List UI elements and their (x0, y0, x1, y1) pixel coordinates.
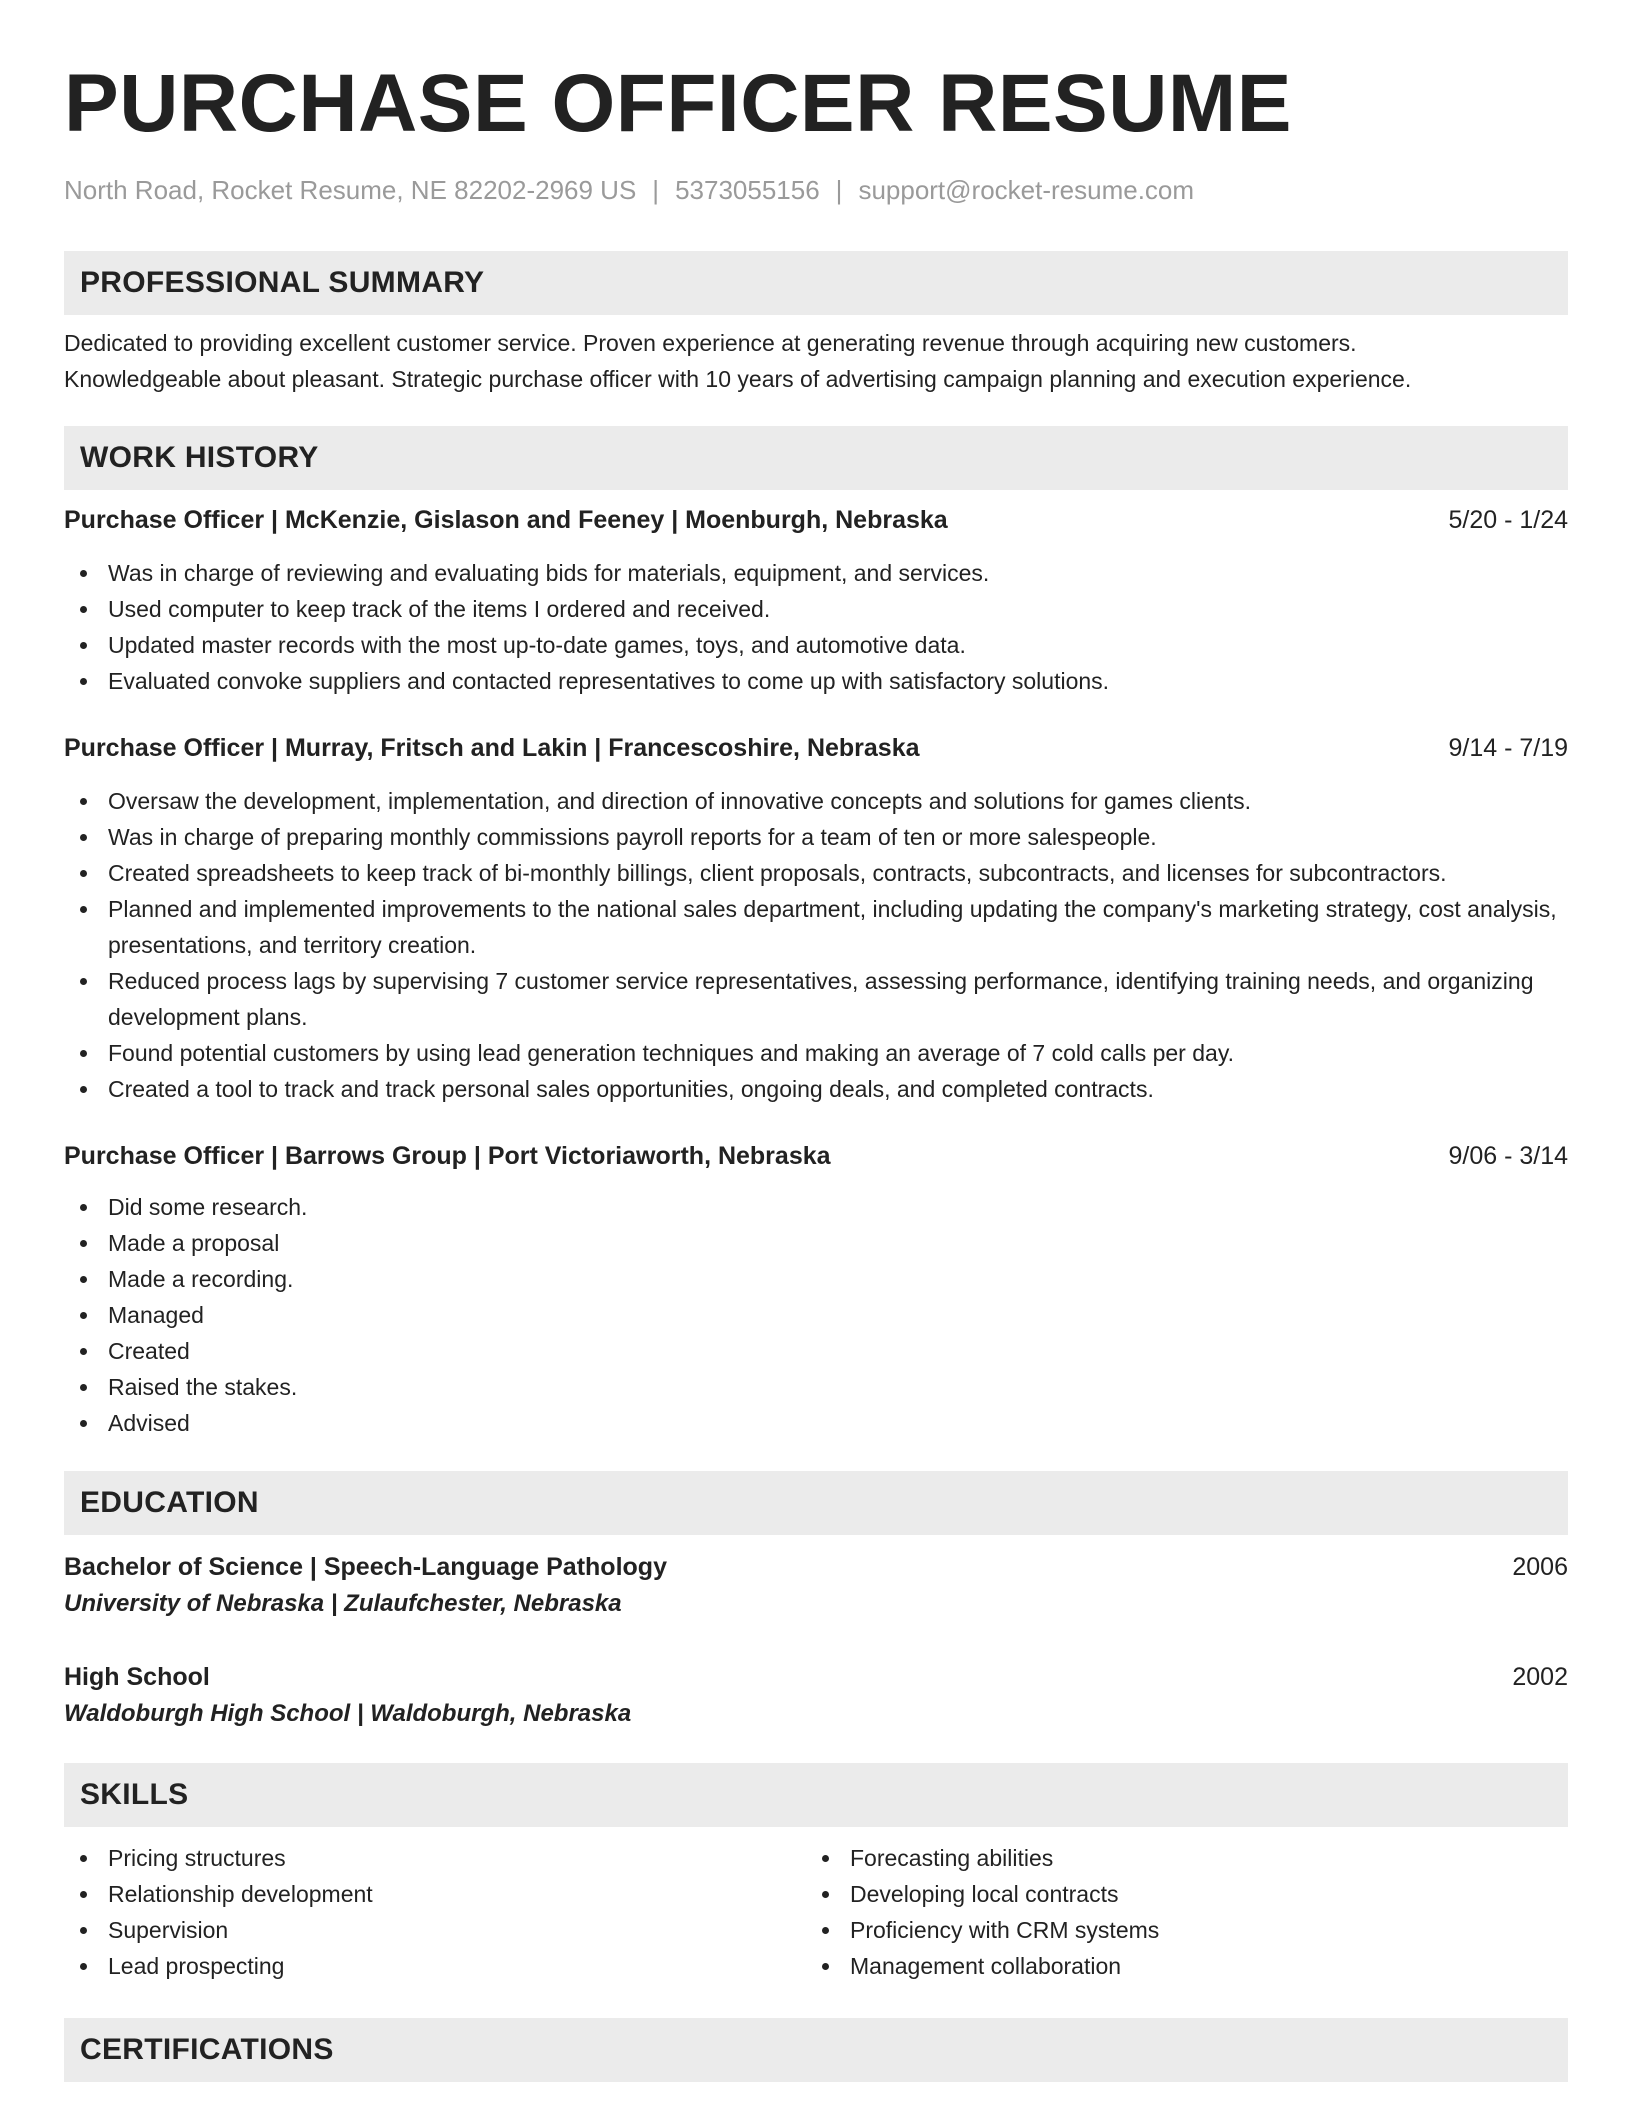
section-heading-certifications: CERTIFICATIONS (64, 2018, 1568, 2082)
job-bullet: Found potential customers by using lead generation techniques and making an average of 7 cold calls per day. (64, 1035, 1568, 1071)
job-bullet: Was in charge of preparing monthly commissions payroll reports for a team of ten or more salespeople. (64, 819, 1568, 855)
education-school: University of Nebraska | Zulaufchester, Nebraska (64, 1590, 622, 1617)
job-bullet: Created (64, 1333, 1568, 1369)
education-header (64, 1549, 1568, 1585)
job-entry (64, 1139, 1568, 1441)
job-header (64, 731, 1568, 765)
job-bullets (64, 1189, 1568, 1441)
summary-text (64, 325, 1568, 397)
skill-item: Proficiency with CRM systems (806, 1912, 1548, 1948)
section-heading-summary: PROFESSIONAL SUMMARY (64, 251, 1568, 315)
job-bullet: Used computer to keep track of the items I ordered and received. (64, 591, 1568, 627)
contact-email: support@rocket-resume.com (858, 175, 1195, 205)
job-title: Purchase Officer | Murray, Fritsch and Lakin | Francescoshire, Nebraska (64, 734, 920, 762)
skills-column-left (64, 1840, 806, 1984)
summary-line: Knowledgeable about pleasant. Strategic purchase officer with 10 years of advertising campaign planning and execution experience. (64, 366, 1412, 392)
education-degree: Bachelor of Science | Speech-Language Pathology (64, 1553, 667, 1581)
skill-item: Forecasting abilities (806, 1840, 1548, 1876)
skill-item: Relationship development (64, 1876, 806, 1912)
job-title: Purchase Officer | McKenzie, Gislason and Feeney | Moenburgh, Nebraska (64, 506, 948, 534)
job-title: Purchase Officer | Barrows Group | Port Victoriaworth, Nebraska (64, 1142, 831, 1170)
skill-item: Pricing structures (64, 1840, 806, 1876)
skills-column-right (806, 1840, 1548, 1984)
job-entry (64, 731, 1568, 1107)
job-bullet: Raised the stakes. (64, 1369, 1568, 1405)
job-bullet: Created a tool to track and track personal sales opportunities, ongoing deals, and completed contracts. (64, 1071, 1568, 1107)
section-heading-education: EDUCATION (64, 1471, 1568, 1535)
section-heading-work-history: WORK HISTORY (64, 426, 1568, 490)
job-bullet: Managed (64, 1297, 1568, 1333)
education-entry (64, 1659, 1568, 1733)
contact-line (64, 173, 1568, 207)
contact-separator: | (652, 175, 660, 205)
job-bullet: Advised (64, 1405, 1568, 1441)
contact-address: North Road, Rocket Resume, NE 82202-2969 US (64, 175, 637, 205)
summary-line: Dedicated to providing excellent customer service. Proven experience at generating revenue through acquiring new customers. (64, 330, 1357, 356)
education-entry (64, 1549, 1568, 1623)
job-bullets (64, 783, 1568, 1107)
job-dates: 9/06 - 3/14 (1448, 1142, 1568, 1170)
job-bullet: Made a proposal (64, 1225, 1568, 1261)
skill-item: Lead prospecting (64, 1948, 806, 1984)
job-bullet: Oversaw the development, implementation, and direction of innovative concepts and solutions for games clients. (64, 783, 1568, 819)
section-heading-skills: SKILLS (64, 1763, 1568, 1827)
skill-item: Management collaboration (806, 1948, 1548, 1984)
job-bullets (64, 555, 1568, 699)
education-school: Waldoburgh High School | Waldoburgh, Nebraska (64, 1700, 632, 1727)
job-bullet: Created spreadsheets to keep track of bi-monthly billings, client proposals, contracts, subcontracts, and licenses for subcontractors. (64, 855, 1568, 891)
skill-item: Developing local contracts (806, 1876, 1548, 1912)
education-degree: High School (64, 1663, 210, 1691)
job-header (64, 1139, 1568, 1173)
job-header (64, 503, 1568, 537)
job-bullet: Reduced process lags by supervising 7 customer service representatives, assessing performance, identifying training needs, and organizing development plans. (64, 963, 1568, 1035)
job-bullet: Did some research. (64, 1189, 1568, 1225)
education-year: 2002 (1512, 1663, 1568, 1691)
contact-separator: | (835, 175, 843, 205)
skills-list (64, 1840, 1568, 1984)
skill-item: Supervision (64, 1912, 806, 1948)
job-dates: 5/20 - 1/24 (1448, 506, 1568, 534)
education-header (64, 1659, 1568, 1695)
resume-title: PURCHASE OFFICER RESUME (64, 58, 1292, 149)
job-entry (64, 503, 1568, 699)
job-bullet: Planned and implemented improvements to the national sales department, including updating the company's marketing strategy, cost analysis, presentations, and territory creation. (64, 891, 1568, 963)
job-dates: 9/14 - 7/19 (1448, 734, 1568, 762)
contact-phone: 5373055156 (675, 175, 820, 205)
job-bullet: Evaluated convoke suppliers and contacted representatives to come up with satisfactory solutions. (64, 663, 1568, 699)
job-bullet: Was in charge of reviewing and evaluating bids for materials, equipment, and services. (64, 555, 1568, 591)
job-bullet: Made a recording. (64, 1261, 1568, 1297)
job-bullet: Updated master records with the most up-to-date games, toys, and automotive data. (64, 627, 1568, 663)
education-year: 2006 (1512, 1553, 1568, 1581)
